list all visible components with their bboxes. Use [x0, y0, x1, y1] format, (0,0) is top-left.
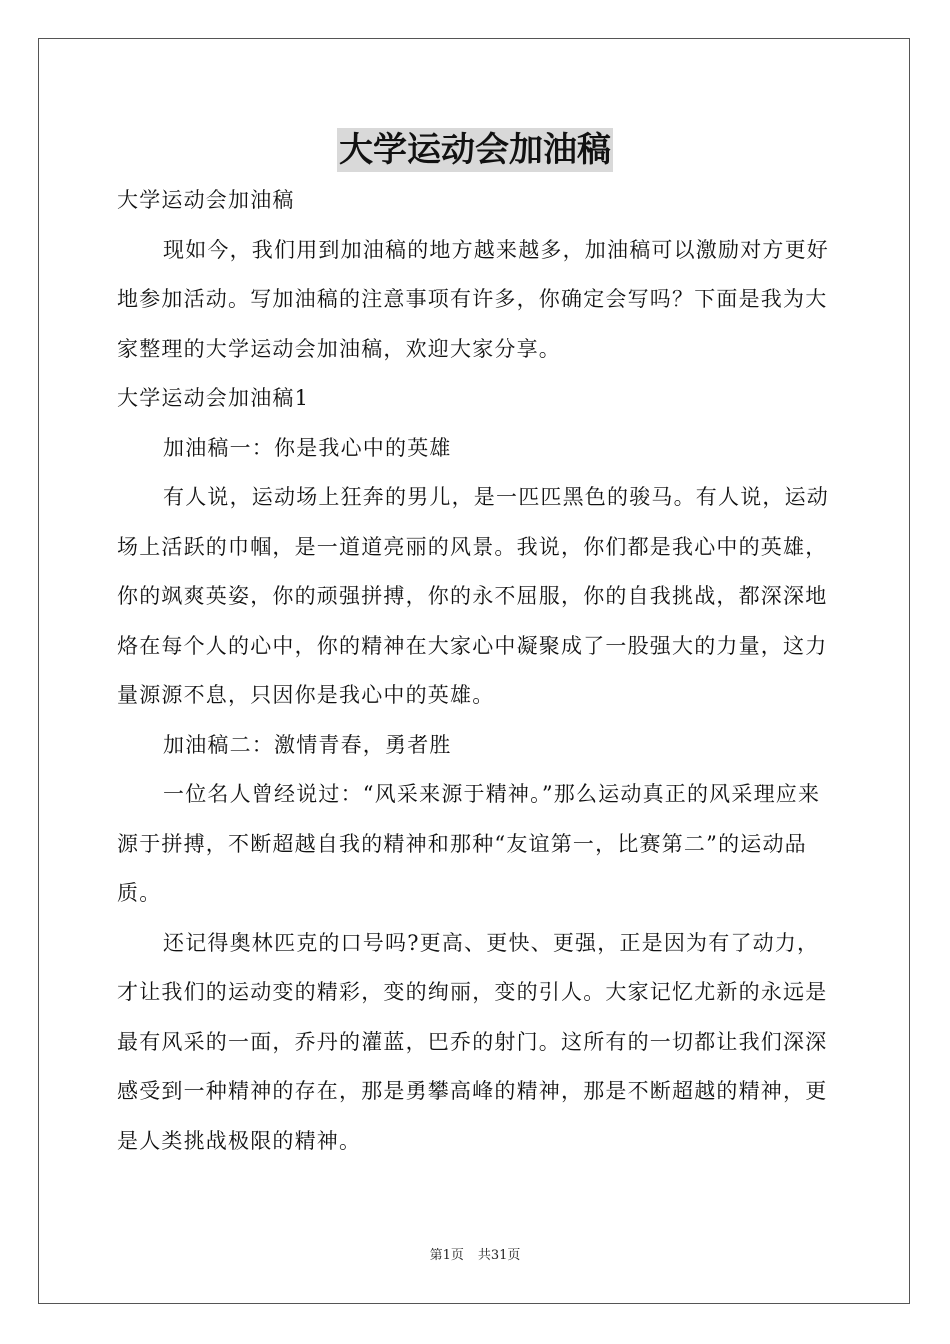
intro-paragraph: 现如今，我们用到加油稿的地方越来越多，加油稿可以激励对方更好地参加活动。写加油稿的注意事项有许多，你确定会写吗？下面是我为大家整理的大学运动会加油稿，欢迎大家分享。	[117, 237, 829, 361]
speech-one-heading: 加油稿一：你是我心中的英雄	[163, 435, 452, 460]
subtitle: 大学运动会加油稿	[117, 188, 295, 212]
title-container	[0, 128, 950, 172]
speech-two-paragraph-2: 还记得奥林匹克的口号吗?更高、更快、更强，正是因为有了动力，才让我们的运动变的精彩，变的绚丽，变的引人。大家记忆尤新的永远是最有风采的一面，乔丹的灌蓝，巴乔的射门。这所有的一切都让我们深深感受到一种精神的存在，那是勇攀高峰的精神，那是不断超越的精神，更是人类挑战极限的精神。	[117, 930, 828, 1153]
document-body	[117, 176, 833, 1166]
speech-two-paragraph-1: 一位名人曾经说过：“风采来源于精神。”那么运动真正的风采理应来源于拼搏，不断超越自我的精神和那种“友谊第一，比赛第二”的运动品质。	[117, 782, 821, 905]
document-title: 大学运动会加油稿	[339, 130, 611, 170]
speech-two-heading: 加油稿二：激情青春，勇者胜	[163, 732, 452, 757]
page-total: 共31页	[477, 1248, 521, 1263]
page-footer	[0, 1246, 950, 1266]
section-heading: 大学运动会加油稿1	[117, 386, 310, 410]
speech-one-paragraph: 有人说，运动场上狂奔的男儿，是一匹匹黑色的骏马。有人说，运动场上活跃的巾帼，是一道道亮丽的风景。我说，你们都是我心中的英雄，你的飒爽英姿，你的顽强拼搏，你的永不屈服，你的自我挑战，都深深地烙在每个人的心中，你的精神在大家心中凝聚成了一股强大的力量，这力量源源不息，只因你是我心中的英雄。	[117, 485, 829, 707]
page-number: 第1页	[429, 1248, 464, 1263]
